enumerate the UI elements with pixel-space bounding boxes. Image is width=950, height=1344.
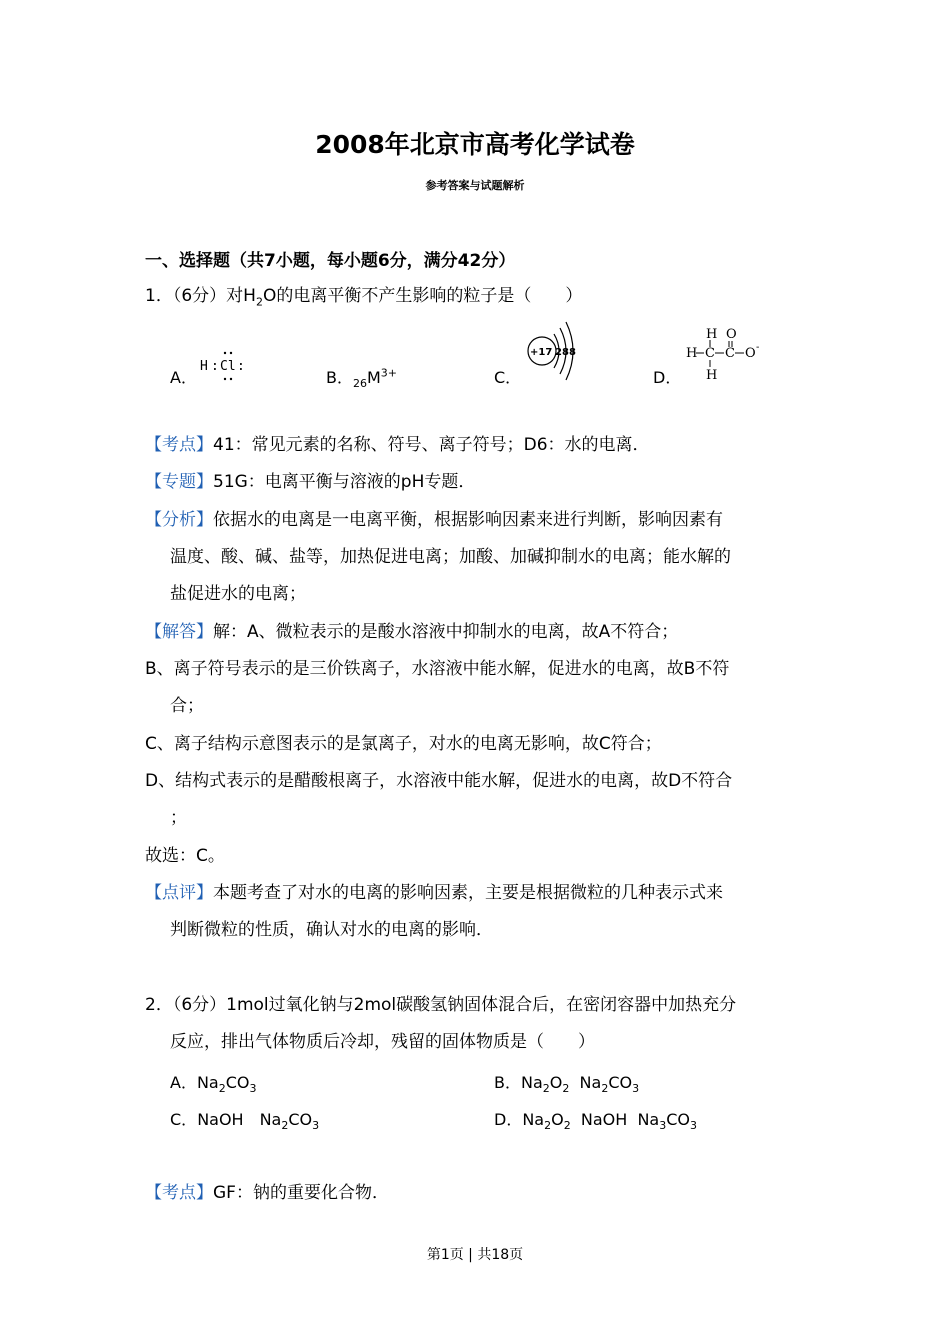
q1-option-b-prescript: 26 xyxy=(352,377,367,391)
q1-zhuanti-tag: 【专题】 xyxy=(145,472,213,492)
q1-jieda-line6: ； xyxy=(170,808,187,828)
q1-number: 1． xyxy=(145,286,173,306)
q1-option-a-label: A． xyxy=(170,368,197,387)
q1-jieda-line7: 故选：C。 xyxy=(145,846,225,866)
q2-option-b xyxy=(494,1070,640,1096)
q1-jieda-line1: 解：A、微粒表示的是酸水溶液中抑制水的电离，故A不符合； xyxy=(213,622,679,642)
q1-score: （6分）对 xyxy=(172,286,244,306)
q2-b-part4: CO xyxy=(608,1073,633,1092)
q1-dianping-tag: 【点评】 xyxy=(145,883,213,903)
q2-d-sub2: 2 xyxy=(563,1119,571,1133)
svg-text:8: 8 xyxy=(569,347,576,358)
section-heading: 一、选择题（共7小题，每小题6分，满分42分） xyxy=(145,251,516,271)
q2-option-d-label: D． xyxy=(494,1110,523,1129)
q2-option-c xyxy=(170,1107,320,1133)
q1-formula-o: O xyxy=(262,286,277,306)
q1-kaodian xyxy=(145,433,650,457)
q1-stem xyxy=(145,284,582,308)
q1-formula-sub: 2 xyxy=(255,295,263,309)
hcl-electron-dot-icon xyxy=(198,344,258,384)
q2-d-part1: Na xyxy=(522,1110,545,1129)
q1-jieda-line2: B、离子符号表示的是三价铁离子，水溶液中能水解，促进水的电离，故B不符 xyxy=(145,659,730,679)
q2-option-c-label: C． xyxy=(170,1110,198,1129)
q2-option-d xyxy=(494,1107,697,1133)
svg-text:C: C xyxy=(725,346,735,361)
svg-text:H: H xyxy=(706,368,718,383)
q1-option-c-label: C． xyxy=(494,368,522,387)
ion-structure-diagram-icon xyxy=(524,318,584,382)
svg-text:-: - xyxy=(756,342,760,353)
q2-stem-line2: 反应，排出气体物质后冷却，残留的固体物质是（ ） xyxy=(170,1032,595,1052)
q1-kaodian-tag: 【考点】 xyxy=(145,435,213,455)
q2-c-part1: NaOH Na xyxy=(197,1110,282,1129)
q1-jieda-line4: C、离子结构示意图表示的是氯离子，对水的电离无影响，故C符合； xyxy=(145,734,662,754)
svg-text:H: H xyxy=(686,346,698,361)
q1-option-b-label: B． xyxy=(326,368,353,387)
acetate-structure-icon xyxy=(684,322,770,384)
q1-option-b-charge: 3+ xyxy=(380,366,398,380)
q2-stem-line1: 2．（6分）1mol过氧化钠与2mol碳酸氢钠固体混合后，在密闭容器中加热充分 xyxy=(145,995,737,1015)
q1-option-c xyxy=(494,365,521,388)
q1-option-b-symbol: M xyxy=(366,368,381,387)
q2-d-part3: NaOH Na xyxy=(570,1110,660,1129)
q1-option-d-label: D． xyxy=(653,368,682,387)
q2-a-sub1: 2 xyxy=(218,1082,226,1096)
q2-b-part2: O xyxy=(549,1073,563,1092)
page-subtitle: 参考答案与试题解析 xyxy=(425,179,525,192)
q2-c-sub2: 3 xyxy=(312,1119,320,1133)
q2-b-sub2: 2 xyxy=(562,1082,570,1096)
q1-dianping-line2: 判断微粒的性质，确认对水的电离的影响． xyxy=(170,920,493,940)
q1-fenxi-line2: 温度、酸、碱、盐等，加热促进电离；加酸、加碱抑制水的电离；能水解的 xyxy=(170,547,731,567)
q2-c-sub1: 2 xyxy=(281,1119,289,1133)
q1-jieda-line3: 合； xyxy=(170,696,204,716)
q2-option-b-label: B． xyxy=(494,1073,521,1092)
q2-option-a xyxy=(170,1070,257,1096)
q1-dianping-line1: 本题考查了对水的电离的影响因素，主要是根据微粒的几种表示式来 xyxy=(213,883,723,903)
q2-a-part1: Na xyxy=(196,1073,219,1092)
q1-dianping xyxy=(145,881,723,905)
q1-jieda-line5: D、结构式表示的是醋酸根离子，水溶液中能水解，促进水的电离，故D不符合 xyxy=(145,771,733,791)
q2-b-part1: Na xyxy=(520,1073,543,1092)
q1-formula-h: H xyxy=(243,286,256,306)
q1-kaodian-text: 41：常见元素的名称、符号、离子符号；D6：水的电离． xyxy=(213,435,650,455)
q2-kaodian xyxy=(145,1181,389,1205)
q1-zhuanti xyxy=(145,470,475,494)
svg-text:2: 2 xyxy=(555,347,562,358)
q2-d-sub3: 3 xyxy=(659,1119,667,1133)
q1-opt-a-cl: Cl xyxy=(220,359,236,374)
q2-b-part3: Na xyxy=(569,1073,602,1092)
q1-fenxi-tag: 【分析】 xyxy=(145,510,213,530)
q1-opt-a-colon2: : xyxy=(237,359,245,374)
q1-fenxi-line3: 盐促进水的电离； xyxy=(170,584,306,604)
q1-fenxi xyxy=(145,508,723,532)
q2-b-sub4: 3 xyxy=(632,1082,640,1096)
q1-opt-a-colon: : xyxy=(211,359,219,374)
q1-fenxi-line1: 依据水的电离是一电离平衡，根据影响因素来进行判断，影响因素有 xyxy=(213,510,723,530)
svg-text:O: O xyxy=(745,346,756,361)
q2-b-sub1: 2 xyxy=(542,1082,550,1096)
q2-kaodian-text: GF：钠的重要化合物． xyxy=(213,1183,389,1203)
page-footer: 第1页 | 共18页 xyxy=(426,1247,524,1263)
q2-b-sub3: 2 xyxy=(601,1082,609,1096)
q2-d-part2: O xyxy=(551,1110,564,1129)
q2-d-part4: CO xyxy=(666,1110,690,1129)
q2-d-sub1: 2 xyxy=(544,1119,552,1133)
q2-a-part2: CO xyxy=(225,1073,250,1092)
q1-opt-a-h: H xyxy=(200,359,208,374)
q2-c-part2: CO xyxy=(288,1110,313,1129)
q1-stem-rest: 的电离平衡不产生影响的粒子是（ ） xyxy=(276,286,583,306)
svg-text:O: O xyxy=(726,327,737,342)
svg-text:8: 8 xyxy=(562,347,569,358)
page-title: 2008年北京市高考化学试卷 xyxy=(315,130,635,159)
q1-option-d xyxy=(653,365,681,388)
q2-d-sub4: 3 xyxy=(689,1119,697,1133)
q1-zhuanti-text: 51G：电离平衡与溶液的pH专题． xyxy=(213,472,476,492)
q2-option-a-label: A． xyxy=(170,1073,197,1092)
svg-text:C: C xyxy=(705,346,715,361)
q1-option-b xyxy=(326,365,398,391)
q2-a-sub2: 3 xyxy=(249,1082,257,1096)
q1-option-a xyxy=(170,365,197,388)
q2-kaodian-tag: 【考点】 xyxy=(145,1183,213,1203)
q1-jieda xyxy=(145,620,678,644)
q1-jieda-tag: 【解答】 xyxy=(145,622,213,642)
svg-text:H: H xyxy=(706,327,718,342)
svg-text:+17: +17 xyxy=(530,347,553,358)
